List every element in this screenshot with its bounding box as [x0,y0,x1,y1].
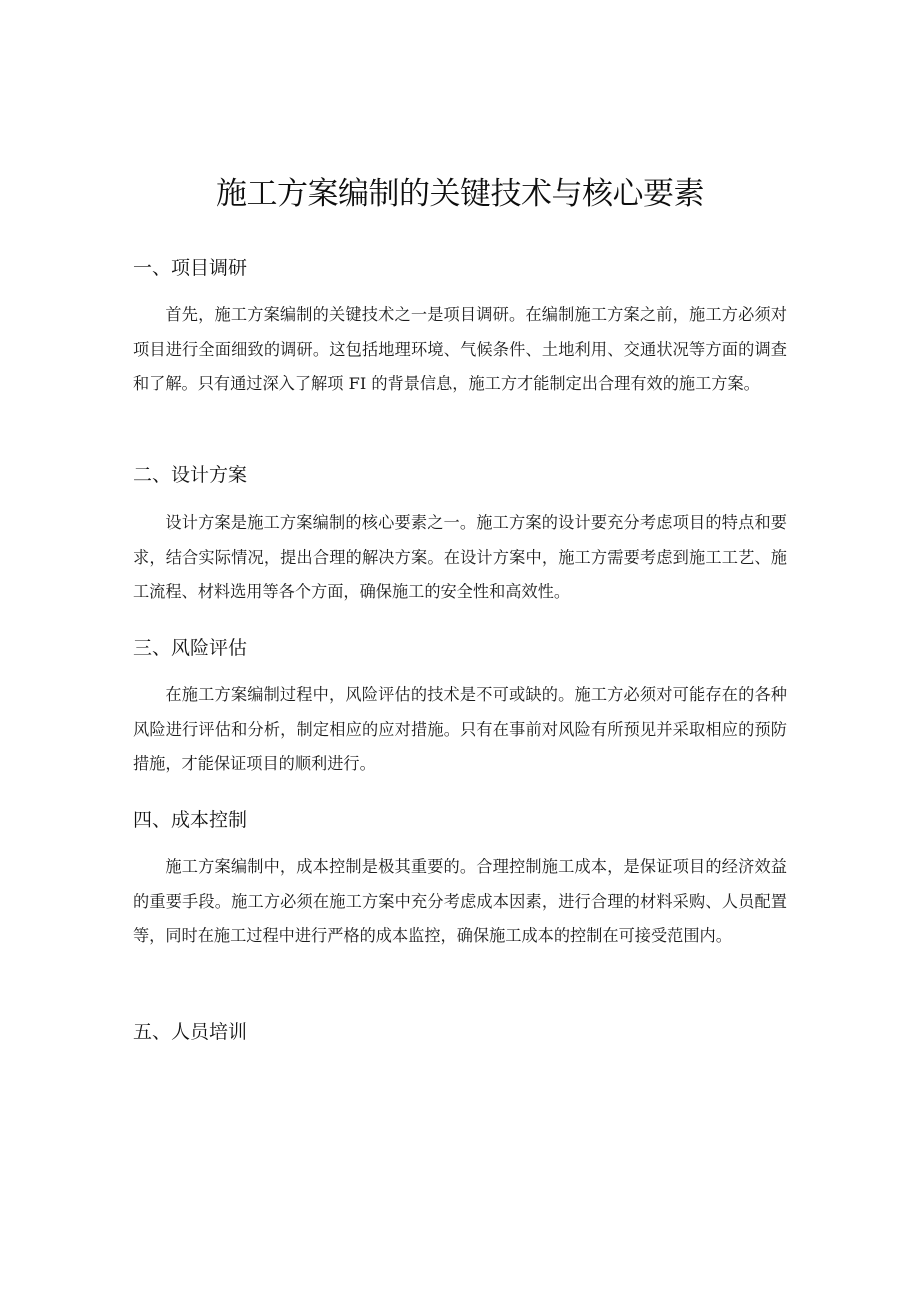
section-heading-3: 三、风险评估 [133,637,248,659]
section-paragraph-4: 施工方案编制中，成本控制是极其重要的。合理控制施工成本，是保证项目的经济效益的重要手段。施工方必须在施工方案中充分考虑成本因素，进行合理的材料采购、人员配置等，同时在施工过程中进行严格的成本监控，确保施工成本的控制在可接受范围内。 [133,857,787,945]
section-heading-2: 二、设计方案 [133,464,248,486]
section-paragraph-3: 在施工方案编制过程中，风险评估的技术是不可或缺的。施工方必须对可能存在的各种风险进行评估和分析，制定相应的应对措施。只有在事前对风险有所预见并采取相应的预防措施，才能保证项目的顺利进行。 [133,685,787,773]
section-heading-4: 四、成本控制 [133,809,248,831]
section-heading-5: 五、人员培训 [133,1021,248,1043]
document-title: 施工方案编制的关键技术与核心要素 [216,176,704,212]
section-paragraph-1: 首先，施工方案编制的关键技术之一是项目调研。在编制施工方案之前，施工方必须对项目进行全面细致的调研。这包括地理环境、气候条件、土地利用、交通状况等方面的调查和了解。只有通过深入了解项 FI 的背景信息，施工方才能制定出合理有效的施工方案。 [133,305,787,393]
section-heading-1: 一、项目调研 [133,257,248,279]
section-paragraph-2: 设计方案是施工方案编制的核心要素之一。施工方案的设计要充分考虑项目的特点和要求，结合实际情况，提出合理的解决方案。在设计方案中，施工方需要考虑到施工工艺、施工流程、材料选用等各个方面，确保施工的安全性和高效性。 [133,513,787,601]
